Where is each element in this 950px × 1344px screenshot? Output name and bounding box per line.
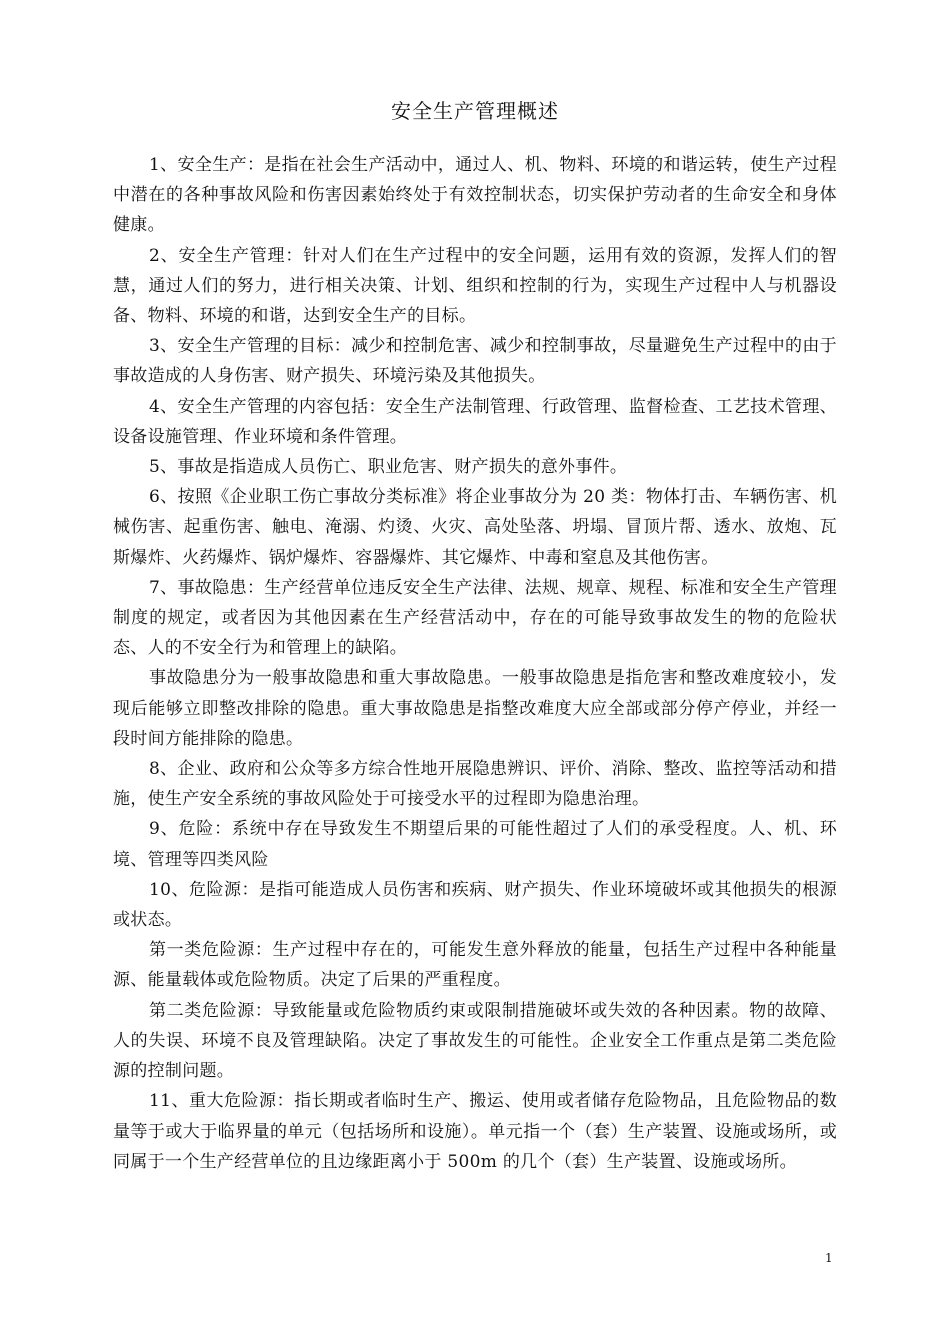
page-title: 安全生产管理概述 [391, 99, 559, 123]
paragraph-10-first-type: 第一类危险源：生产过程中存在的，可能发生意外释放的能量，包括生产过程中各种能量源、能量载体或危险物质。决定了后果的严重程度。 [113, 940, 837, 991]
paragraph-10-second-type: 第二类危险源：导致能量或危险物质约束或限制措施破坏或失效的各种因素。物的故障、人的失误、环境不良及管理缺陷。决定了事故发生的可能性。企业安全工作重点是第二类危险源的控制问题。 [113, 1000, 837, 1082]
paragraph-9: 9、危险：系统中存在导致发生不期望后果的可能性超过了人们的承受程度。人、机、环境、管理等四类风险 [113, 819, 837, 870]
paragraph-11: 11、重大危险源：指长期或者临时生产、搬运、使用或者储存危险物品，且危险物品的数量等于或大于临界量的单元（包括场所和设施）。单元指一个（套）生产装置、设施或场所，或同属于一个生产经营单位的且边缘距离小于 500m 的几个（套）生产装置、设施或场所。 [113, 1091, 837, 1172]
paragraph-5: 5、事故是指造成人员伤亡、职业危害、财产损失的意外事件。 [149, 457, 628, 478]
paragraph-1: 1、安全生产：是指在社会生产活动中，通过人、机、物料、环境的和谐运转，使生产过程中潜在的各种事故风险和伤害因素始终处于有效控制状态，切实保护劳动者的生命安全和身体健康。 [113, 155, 837, 236]
page-number: 1 [825, 1251, 833, 1265]
paragraph-3: 3、安全生产管理的目标：减少和控制危害、减少和控制事故，尽量避免生产过程中的由于事故造成的人身伤害、财产损失、环境污染及其他损失。 [113, 336, 837, 387]
paragraph-7-hidden-danger-types: 事故隐患分为一般事故隐患和重大事故隐患。一般事故隐患是指危害和整改难度较小，发现后能够立即整改排除的隐患。重大事故隐患是指整改难度大应全部或部分停产停业，并经一段时间方能排除的隐患。 [113, 668, 837, 749]
paragraph-7: 7、事故隐患：生产经营单位违反安全生产法律、法规、规章、规程、标准和安全生产管理制度的规定，或者因为其他因素在生产经营活动中，存在的可能导致事故发生的物的危险状态、人的不安全行为和管理上的缺陷。 [113, 577, 837, 659]
paragraph-6: 6、按照《企业职工伤亡事故分类标准》将企业事故分为 20 类：物体打击、车辆伤害、机械伤害、起重伤害、触电、淹溺、灼烫、火灾、高处坠落、坍塌、冒顶片帮、透水、放炮、瓦斯爆炸、火药爆炸、锅炉爆炸、容器爆炸、其它爆炸、中毒和窒息及其他伤害。 [113, 487, 837, 568]
paragraph-4: 4、安全生产管理的内容包括：安全生产法制管理、行政管理、监督检查、工艺技术管理、设备设施管理、作业环境和条件管理。 [113, 396, 837, 447]
paragraph-2: 2、安全生产管理：针对人们在生产过程中的安全问题，运用有效的资源，发挥人们的智慧，通过人们的努力，进行相关决策、计划、组织和控制的行为，实现生产过程中人与机器设备、物料、环境的和谐，达到安全生产的目标。 [113, 245, 837, 327]
paragraph-10: 10、危险源：是指可能造成人员伤害和疾病、财产损失、作业环境破坏或其他损失的根源或状态。 [113, 879, 837, 931]
paragraph-8: 8、企业、政府和公众等多方综合性地开展隐患辨识、评价、消除、整改、监控等活动和措施，使生产安全系统的事故风险处于可接受水平的过程即为隐患治理。 [113, 759, 837, 810]
document-body [113, 150, 837, 1177]
